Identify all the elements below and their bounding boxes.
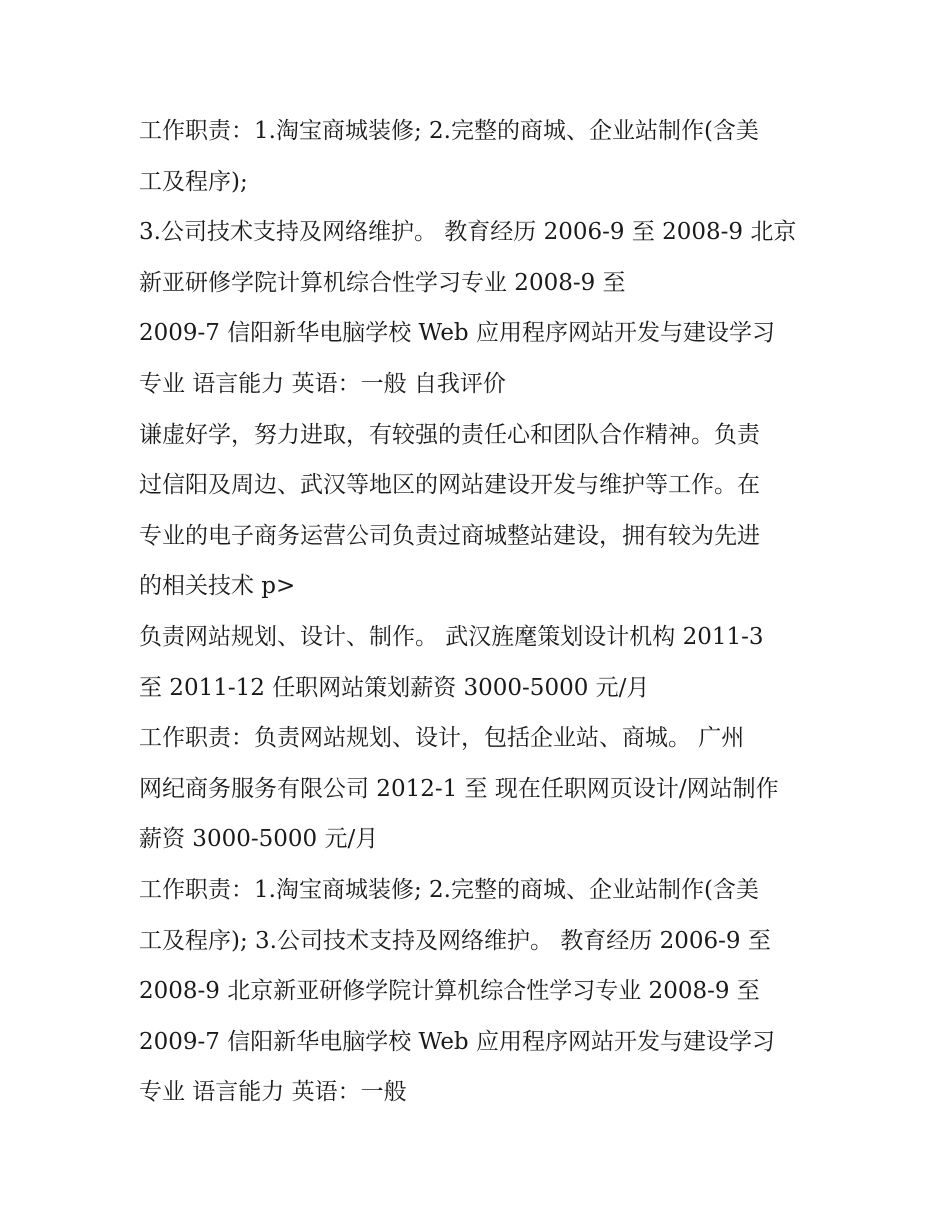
text-line: 谦虚好学，努力进取，有较强的责任心和团队合作精神。负责 [139, 421, 760, 448]
document-body [139, 106, 829, 1118]
text-line: 工及程序); [139, 168, 248, 195]
text-line: 网纪商务服务有限公司 2012-1 至 现在任职网页设计/网站制作 [139, 775, 779, 802]
text-line: 工及程序); 3.公司技术支持及网络维护。 教育经历 2006-9 至 [139, 927, 771, 954]
text-line: 过信阳及周边、武汉等地区的网站建设开发与维护等工作。在 [139, 472, 760, 499]
text-line: 的相关技术 p> [139, 573, 296, 600]
text-line: 至 2011-12 任职网站策划薪资 3000-5000 元/月 [139, 674, 650, 701]
text-line: 工作职责：1.淘宝商城装修; 2.完整的商城、企业站制作(含美 [139, 876, 759, 903]
text-line: 2009-7 信阳新华电脑学校 Web 应用程序网站开发与建设学习 [139, 320, 775, 347]
text-line: 工作职责：1.淘宝商城装修; 2.完整的商城、企业站制作(含美 [139, 118, 759, 144]
text-line: 薪资 3000-5000 元/月 [139, 826, 379, 853]
text-line: 负责网站规划、设计、制作。 武汉旌麾策划设计机构 2011-3 [139, 623, 764, 650]
text-line: 专业的电子商务运营公司负责过商城整站建设，拥有较为先进 [139, 522, 760, 549]
text-line: 3.公司技术支持及网络维护。 教育经历 2006-9 至 2008-9 北京 [139, 219, 797, 246]
text-line: 2009-7 信阳新华电脑学校 Web 应用程序网站开发与建设学习 [139, 1028, 775, 1055]
text-line: 新亚研修学院计算机综合性学习专业 2008-9 至 [139, 269, 626, 296]
text-line: 专业 语言能力 英语：一般 [139, 1079, 407, 1106]
text-line: 工作职责：负责网站规划、设计，包括企业站、商城。 广州 [139, 725, 745, 752]
text-line: 专业 语言能力 英语：一般 自我评价 [139, 370, 506, 397]
text-line: 2008-9 北京新亚研修学院计算机综合性学习专业 2008-9 至 [139, 978, 760, 1005]
